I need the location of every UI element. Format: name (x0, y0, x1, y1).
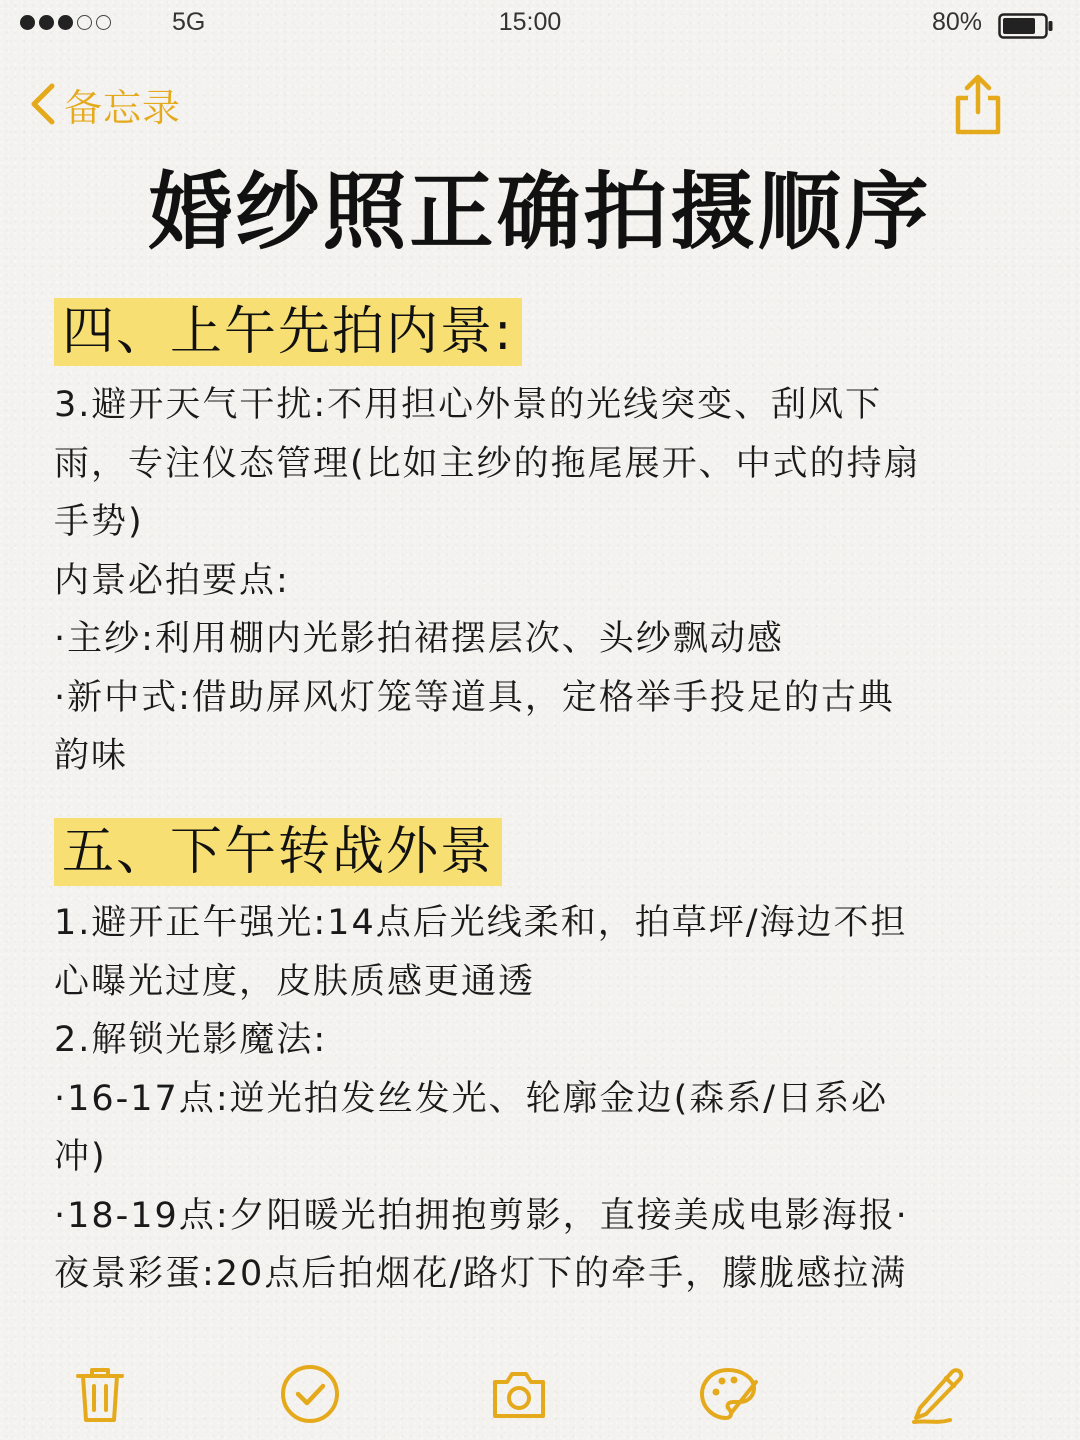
section-heading: 五、下午转战外景 (54, 818, 502, 886)
markup-button[interactable] (696, 1362, 760, 1426)
text-line: 夜景彩蛋:20点后拍烟花/路灯下的牵手，朦胧感拉满 (54, 1254, 908, 1294)
text-line: 冲) (54, 1137, 107, 1177)
text-line: ·主纱:利用棚内光影拍裙摆层次、头纱飘动感 (54, 619, 784, 659)
status-bar (0, 0, 1080, 52)
text-line: ·新中式:借助屏风灯笼等道具，定格举手投足的古典 (54, 677, 895, 718)
share-icon[interactable] (946, 72, 1010, 136)
palette-icon (696, 1362, 760, 1426)
battery-icon (998, 13, 1054, 39)
checklist-button[interactable] (278, 1362, 342, 1426)
text-line: 1.避开正午强光:14点后光线柔和，拍草坪/海边不担 (54, 903, 908, 943)
compose-button[interactable] (906, 1362, 970, 1426)
text-line: 3.避开天气干扰:不用担心外景的光线突变、刮风下 (54, 385, 883, 425)
status-time: 15:00 (498, 8, 562, 36)
network-type: 5G (172, 8, 206, 36)
camera-icon (487, 1362, 551, 1426)
trash-button[interactable] (68, 1362, 132, 1426)
section-body (54, 894, 1024, 1304)
text-line: ·18-19点:夕阳暖光拍拥抱剪影，直接美成电影海报· (54, 1195, 909, 1236)
bottom-toolbar (0, 1362, 1080, 1432)
back-label: 备忘录 (64, 85, 182, 130)
text-line: 心曝光过度，皮肤质感更通透 (54, 961, 536, 1002)
text-line: 韵味 (54, 736, 129, 776)
compose-icon (906, 1362, 970, 1426)
back-button[interactable] (28, 78, 181, 130)
text-line: 内景必拍要点: (54, 560, 290, 601)
section-body (54, 376, 1024, 786)
text-line: 手势) (54, 502, 144, 542)
section-heading: 四、上午先拍内景: (54, 298, 522, 366)
camera-button[interactable] (487, 1362, 551, 1426)
note-title: 婚纱照正确拍摄顺序 (148, 163, 932, 261)
text-line: 雨，专注仪态管理(比如主纱的拖尾展开、中式的持扇 (54, 443, 921, 484)
text-line: 2.解锁光影魔法: (54, 1020, 328, 1060)
text-line: ·16-17点:逆光拍发丝发光、轮廓金边(森系/日系必 (54, 1078, 889, 1119)
checklist-icon (278, 1362, 342, 1426)
chevron-left-icon (28, 82, 58, 126)
trash-icon (68, 1362, 132, 1426)
battery-percent: 80% (931, 8, 982, 36)
